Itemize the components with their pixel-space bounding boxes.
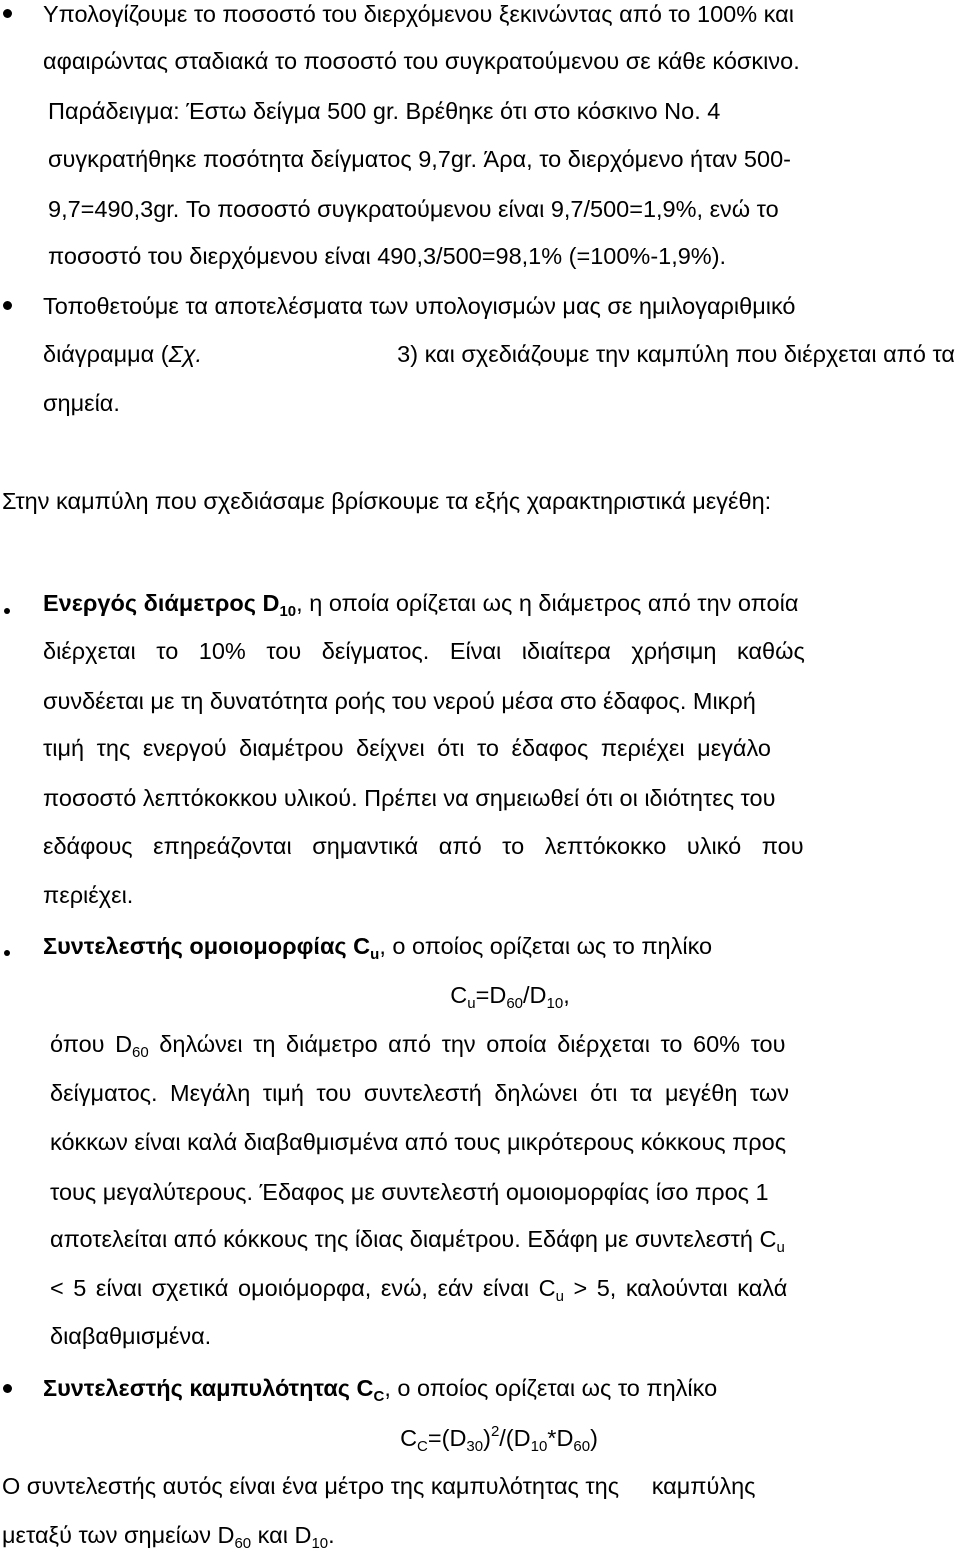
text-line: Υπολογίζουμε το ποσοστό του διερχόμενου ξεκινώντας από το 100% και	[43, 1, 794, 27]
term-d10: Ενεργός διάμετρος $D_{10}$	[43, 590, 297, 620]
bullet-icon	[4, 950, 10, 956]
text-line: Παράδειγμα: Έστω δείγμα 500 gr. Βρέθηκε ότι στο κόσκινο No. 4	[48, 98, 721, 124]
text-line: διέρχεται το 10% του δείγματος. Είναι ιδιαίτερα χρήσιμη καθώς	[43, 638, 805, 664]
text-line: 9,7=490,3gr. Το ποσοστό συγκρατούμενου είναι 9,7/500=1,9%, ενώ το	[48, 196, 779, 222]
formula-cu: $C_u=D_{60}/D_{10}$,	[450, 982, 570, 1012]
bullet-icon	[3, 9, 12, 18]
text-line: μεταξύ των σημείων $D_{60}$ και $D_{10}$.	[2, 1522, 335, 1552]
text-line: ποσοστό του διερχόμενου είναι 490,3/500=98,1% (=100%-1,9%).	[48, 243, 727, 269]
text-line: συγκρατήθηκε ποσότητα δείγματος 9,7gr. Άρα, το διερχόμενο ήταν 500-	[48, 146, 791, 172]
text-line: Τοποθετούμε τα αποτελέσματα των υπολογισμών μας σε ημιλογαριθμικό	[43, 293, 796, 319]
text-line	[43, 343, 955, 367]
bullet-icon	[4, 608, 10, 614]
section-intro: Στην καμπύλη που σχεδιάσαμε βρίσκουμε τα εξής χαρακτηριστικά μεγέθη:	[2, 488, 772, 514]
text-line: Συντελεστής καμπυλότητας $C_C$, ο οποίος ορίζεται ως το πηλίκο	[43, 1375, 718, 1405]
text-line: ποσοστό λεπτόκοκκου υλικού. Πρέπει να σημειωθεί ότι οι ιδιότητες του	[43, 785, 776, 811]
text-line: όπου $D_{60}$ δηλώνει τη διάμετρο από την οποία διέρχεται το 60% του	[50, 1031, 786, 1061]
formula-cc: $C_C=(D_{30})^2/(D_{10}*D_{60})$	[400, 1423, 598, 1455]
text-line: Συντελεστής ομοιομορφίας $C_u$, ο οποίος ορίζεται ως το πηλίκο	[43, 933, 713, 963]
term-cu: Συντελεστής ομοιομορφίας $C_u$	[43, 933, 380, 963]
text-line: Ενεργός διάμετρος $D_{10}$, η οποία ορίζεται ως η διάμετρος από την οποία	[43, 590, 799, 620]
text-segment: διάγραμμα (Σχ.	[43, 341, 203, 367]
text-line: σημεία.	[43, 390, 120, 416]
term-cc: Συντελεστής καμπυλότητας $C_C$	[43, 1375, 385, 1405]
text-line: αποτελείται από κόκκους της ίδιας διαμέτρου. Εδάφη με συντελεστή $C_u$	[50, 1226, 785, 1256]
text-line: Ο συντελεστής αυτός είναι ένα μέτρο της καμπυλότητας της καμπύλης	[2, 1473, 756, 1499]
text-line: τους μεγαλύτερους. Έδαφος με συντελεστή ομοιομορφίας ίσο προς 1	[50, 1179, 769, 1205]
text-line: αφαιρώντας σταδιακά το ποσοστό του συγκρατούμενου σε κάθε κόσκινο.	[43, 48, 800, 74]
text-line: κόκκων είναι καλά διαβαθμισμένα από τους μικρότερους κόκκους προς	[50, 1129, 787, 1155]
text-line: συνδέεται με τη δυνατότητα ροής του νερού μέσα στο έδαφος. Μικρή	[43, 688, 756, 714]
text-line: δείγματος. Μεγάλη τιμή του συντελεστή δηλώνει ότι τα μεγέθη των	[50, 1080, 789, 1106]
text-line: περιέχει.	[43, 882, 134, 908]
bullet-icon	[3, 301, 12, 310]
text-line: τιμή της ενεργού διαμέτρου δείχνει ότι το έδαφος περιέχει μεγάλο	[43, 735, 771, 761]
bullet-icon	[3, 1384, 12, 1393]
text-line: < 5 είναι σχετικά ομοιόμορφα, ενώ, εάν είναι $C_u > 5$, καλούνται καλά	[50, 1275, 788, 1305]
text-line: εδάφους επηρεάζονται σημαντικά από το λεπτόκοκκο υλικό που	[43, 833, 804, 859]
text-line: διαβαθμισμένα.	[50, 1323, 212, 1349]
text-segment: 3) και σχεδιάζουμε την καμπύλη που διέρχεται από τα	[397, 341, 955, 367]
figure-reference: Σχ.	[168, 341, 203, 367]
